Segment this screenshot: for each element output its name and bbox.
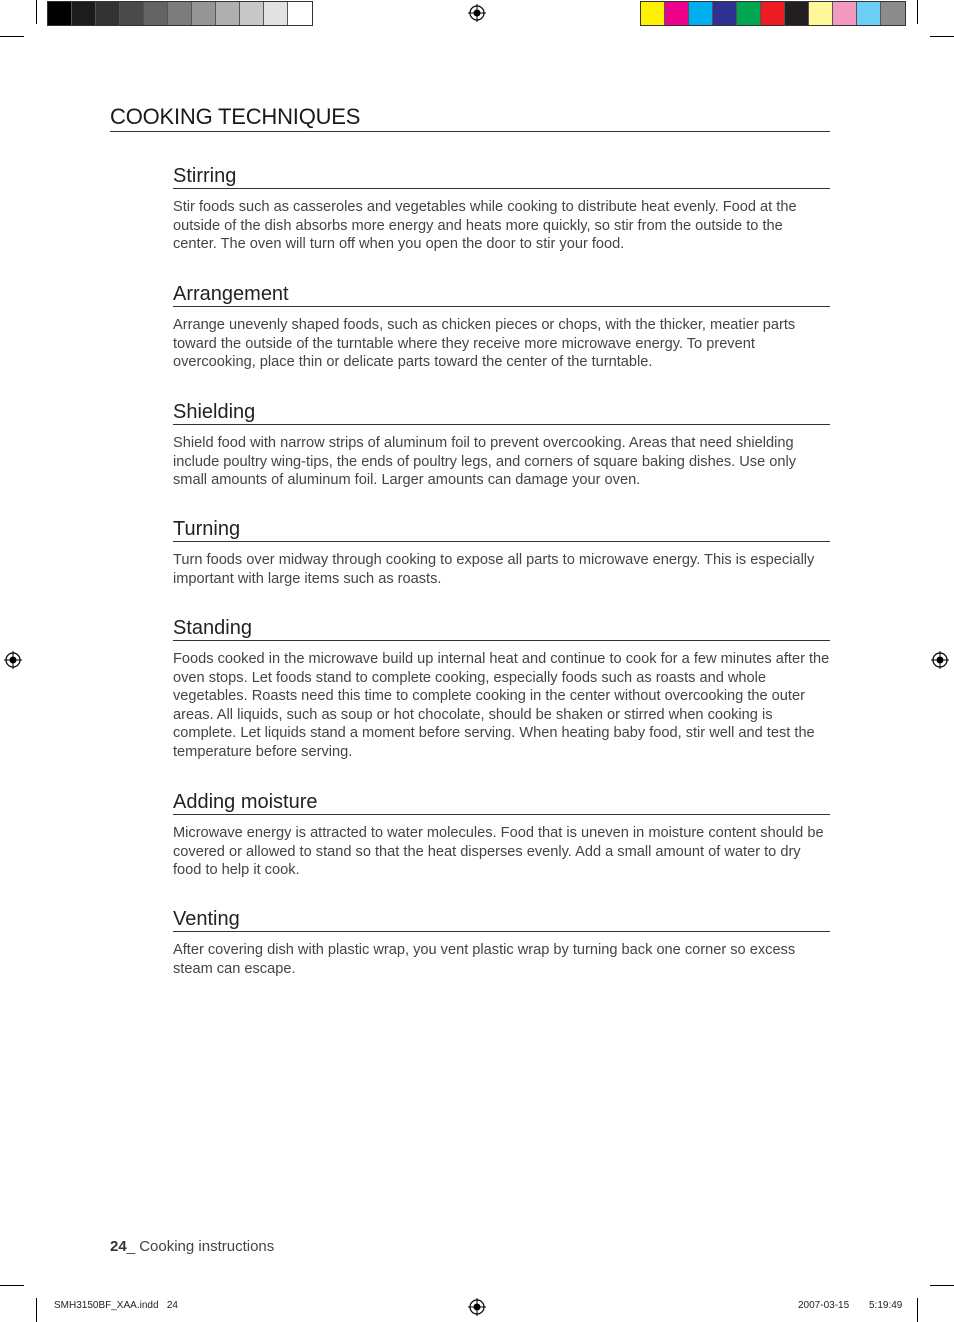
section-body: After covering dish with plastic wrap, you vent plastic wrap by turning back one corner so excess steam can escape. <box>173 942 796 977</box>
crop-mark <box>0 1285 24 1286</box>
section-heading: Venting <box>173 907 830 932</box>
section-heading: Turning <box>173 517 830 542</box>
color-swatch <box>144 2 168 25</box>
section-heading: Arrangement <box>173 282 830 307</box>
color-swatch <box>689 2 713 25</box>
section-arrangement <box>173 282 830 372</box>
crop-mark <box>36 1298 37 1322</box>
color-swatch <box>713 2 737 25</box>
color-swatch <box>264 2 288 25</box>
crop-mark <box>917 0 918 24</box>
color-swatch <box>881 2 905 25</box>
page-footer <box>110 1238 274 1255</box>
section-stirring <box>173 164 830 254</box>
page-title: COOKING TECHNIQUES <box>110 103 830 132</box>
registration-mark-icon <box>468 1298 486 1316</box>
section-standing <box>173 616 830 762</box>
section-body: Shield food with narrow strips of aluminum foil to prevent overcooking. Areas that need shielding include poultry wing-tips, the ends of poultry legs, and corners of square baking dishes. Use only small amounts of aluminum foil. Larger amounts can damage your oven. <box>173 435 797 489</box>
page-number: 24 <box>110 1238 127 1255</box>
color-swatch <box>120 2 144 25</box>
section-shielding <box>173 400 830 490</box>
section-body: Arrange unevenly shaped foods, such as chicken pieces or chops, with the thicker, meatier parts toward the outside of the turntable where they receive more microwave energy. To prevent overcooking, place thin or delicate parts toward the center of the turntable. <box>173 317 796 371</box>
footer-section-name: Cooking instructions <box>139 1238 275 1255</box>
section-body: Microwave energy is attracted to water molecules. Food that is uneven in moisture content should be covered or allowed to stand so that the heat disperses evenly. Add a small amount of water to dry food to help it cook. <box>173 825 824 879</box>
crop-mark <box>930 1285 954 1286</box>
registration-mark-icon <box>468 4 486 22</box>
color-swatch <box>192 2 216 25</box>
slug-date: 2007-03-15 <box>798 1300 850 1311</box>
color-swatch <box>96 2 120 25</box>
section-adding-moisture <box>173 790 830 880</box>
section-body: Turn foods over midway through cooking to expose all parts to microwave energy. This is especially important with large items such as roasts. <box>173 552 815 587</box>
slug-file: SMH3150BF_XAA.indd 24 <box>54 1300 178 1311</box>
footer-separator: _ <box>126 1238 140 1255</box>
crop-mark <box>917 1298 918 1322</box>
section-venting <box>173 907 830 978</box>
color-swatch <box>785 2 809 25</box>
color-swatch <box>72 2 96 25</box>
registration-mark-icon <box>931 651 949 669</box>
section-body: Foods cooked in the microwave build up internal heat and continue to cook for a few minutes after the oven stops. Let foods stand to complete cooking, especially foods such as roasts and whole vegetables. Roasts need this time to complete cooking in the center without overcooking the outer areas. All liquids, such as soup or hot chocolate, should be shaken or stirred when cooking is complete. Let liquids stand a moment before serving. When heating baby food, stir well and test the temperature before serving. <box>173 651 830 760</box>
color-swatch <box>216 2 240 25</box>
color-swatch <box>240 2 264 25</box>
color-swatch <box>833 2 857 25</box>
section-heading: Stirring <box>173 164 830 189</box>
color-swatch <box>857 2 881 25</box>
section-heading: Standing <box>173 616 830 641</box>
color-swatch <box>168 2 192 25</box>
slug-time: 5:19:49 <box>869 1300 903 1311</box>
registration-mark-icon <box>4 651 22 669</box>
grayscale-color-bar <box>47 1 313 26</box>
section-heading: Adding moisture <box>173 790 830 815</box>
crop-mark <box>0 36 24 37</box>
color-swatch <box>737 2 761 25</box>
section-body: Stir foods such as casseroles and vegetables while cooking to distribute heat evenly. Food at the outside of the dish absorbs more energy and heats more quickly, so stir from the outside to the center. The oven will turn off when you open the door to stir your food. <box>173 199 797 253</box>
color-swatch <box>48 2 72 25</box>
process-color-bar <box>640 1 906 26</box>
color-swatch <box>761 2 785 25</box>
color-swatch <box>809 2 833 25</box>
section-heading: Shielding <box>173 400 830 425</box>
section-turning <box>173 517 830 588</box>
color-swatch <box>288 2 312 25</box>
color-swatch <box>665 2 689 25</box>
crop-mark <box>930 36 954 37</box>
crop-mark <box>36 0 37 24</box>
color-swatch <box>641 2 665 25</box>
